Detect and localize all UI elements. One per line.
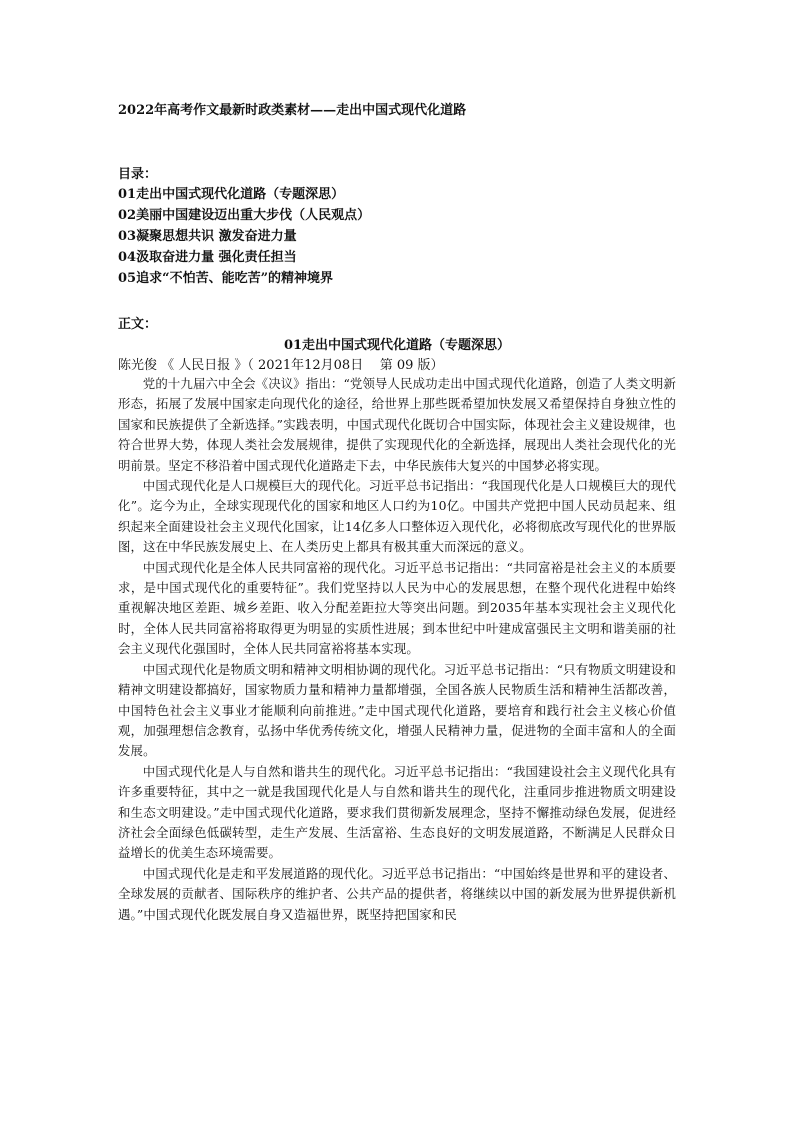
document-title: 2022年高考作文最新时政类素材——走出中国式现代化道路: [118, 103, 467, 118]
toc-item: 02美丽中国建设迈出重大步伐（人民观点）: [118, 208, 371, 223]
toc-item: 05追求“不怕苦、能吃苦”的精神境界: [118, 271, 334, 286]
paragraph: 中国式现代化是走和平发展道路的现代化。习近平总书记指出：“中国始终是世界和平的建设者、全球发展的贡献者、国际秩序的维护者、公共产品的提供者，将继续以中国的新发展为世界提供新机遇。”中国式现代化既发展自身又造福世界，既坚持把国家和民: [118, 865, 676, 922]
toc-heading: 目录：: [118, 167, 158, 182]
toc-item: 01走出中国式现代化道路（专题深思）: [118, 187, 345, 202]
paragraph: 中国式现代化是人口规模巨大的现代化。习近平总书记指出：“我国现代化是人口规模巨大的现代化”。迄今为止，全球实现现代化的国家和地区人口约为10亿。中国共产党把中国人民动员起来、组织起来全面建设社会主义现代化国家，让14亿多人口整体迈入现代化，必将彻底改写现代化的世界版图，这在中华民族发展史上、在人类历史上都具有极其重大而深远的意义。: [118, 478, 676, 555]
article-title: 01走出中国式现代化道路（专题深思）: [283, 338, 511, 353]
article-byline: 陈光俊 《 人民日报 》（ 2021年12月08日 第 09 版）: [118, 358, 444, 373]
body-heading: 正文：: [118, 317, 158, 332]
paragraph: 中国式现代化是全体人民共同富裕的现代化。习近平总书记指出：“共同富裕是社会主义的本质要求，是中国式现代化的重要特征”。我们党坚持以人民为中心的发展思想，在整个现代化进程中始终重视解决地区差距、城乡差距、收入分配差距拉大等突出问题。到2035年基本实现社会主义现代化时，全体人民共同富裕将取得更为明显的实质性进展；到本世纪中叶建成富强民主文明和谐美丽的社会主义现代化强国时，全体人民共同富裕将基本实现。: [118, 559, 676, 657]
paragraph: 中国式现代化是物质文明和精神文明相协调的现代化。习近平总书记指出：“只有物质文明建设和精神文明建设都搞好，国家物质力量和精神力量都增强，全国各族人民物质生活和精神生活都改善，中国特色社会主义事业才能顺利向前推进。”走中国式现代化道路，要培育和践行社会主义核心价值观，加强理想信念教育，弘扬中华优秀传统文化，增强人民精神力量，促进物的全面丰富和人的全面发展。: [118, 661, 676, 759]
paragraph: 党的十九届六中全会《决议》指出：“党领导人民成功走出中国式现代化道路，创造了人类文明新形态，拓展了发展中国家走向现代化的途径，给世界上那些既希望加快发展又希望保持自身独立性的国家和民族提供了全新选择。”实践表明，中国式现代化既切合中国实际，体现社会主义建设规律，也符合世界大势，体现人类社会发展规律，提供了实现现代化的全新选择，展现出人类社会现代化的光明前景。坚定不移沿着中国式现代化道路走下去，中华民族伟大复兴的中国梦必将实现。: [118, 376, 676, 473]
table-of-contents: [118, 184, 370, 289]
article-body: [118, 374, 676, 925]
toc-item: 03凝聚思想共识 激发奋进力量: [118, 229, 297, 244]
paragraph: 中国式现代化是人与自然和谐共生的现代化。习近平总书记指出：“我国建设社会主义现代化具有许多重要特征，其中之一就是我国现代化是人与自然和谐共生的现代化，注重同步推进物质文明建设和生态文明建设。”走中国式现代化道路，要求我们贯彻新发展理念，坚持不懈推动绿色发展，促进经济社会全面绿色低碳转型，走生产发展、生活富裕、生态良好的文明发展道路，不断满足人民群众日益增长的优美生态环境需要。: [118, 763, 676, 861]
toc-item: 04汲取奋进力量 强化责任担当: [118, 250, 297, 265]
